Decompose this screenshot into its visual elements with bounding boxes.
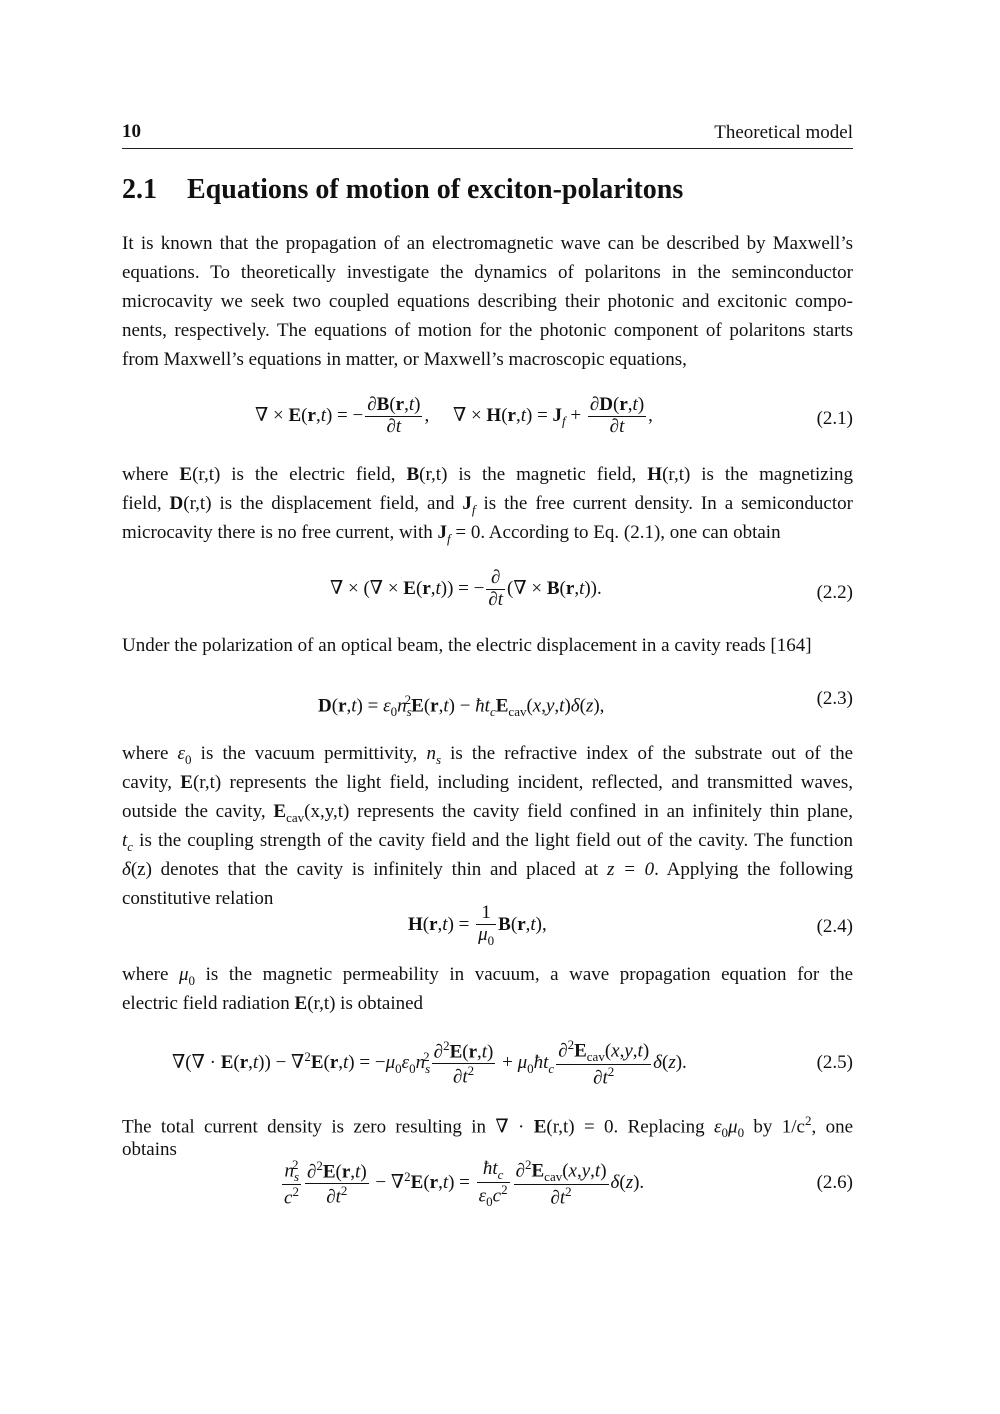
equation-2-5: ∇(∇ · $E(r,t)) - \nabla^2E(r,t) = -\mu_0\varepsilon_0n_s^2$ $\frac{\partial^2E(r,t)}{\partial t^2}$ + $\mu_0ħt_c$ $\frac{\partial^2E_{cav}(x,y,t)}{\partial t^2}$ δ(z). bbox=[172, 1037, 687, 1089]
p1-line-5: from Maxwell’s equations in matter, or Maxwell’s macroscopic equations, bbox=[122, 349, 687, 370]
equation-2-6: $\frac{n_s^2}{c^2}$ $\frac{\partial^2E(r,t)}{\partial t^2}$ − ∇$^2$E(r,t) = $\frac{ħt_c}{\varepsilon_0c^2}$ $\frac{\partial^2E_{cav}(x,y,t)}{\partial t^2}$ δ(z). bbox=[284, 1157, 645, 1209]
equation-number-2-6: (2.6) bbox=[816, 1172, 853, 1193]
equation-number-2-5: (2.5) bbox=[816, 1052, 853, 1073]
section-title: Equations of motion of exciton-polaritons bbox=[187, 174, 684, 205]
p2-line-2: field, D(r,t) is the displacement field, and $J_f$ is the free current density. In a semiconductor bbox=[122, 493, 853, 517]
p4-line-3: outside the cavity, $E_{cav}(x,y,t)$ represents the cavity field confined in an infinitely thin plane, bbox=[122, 801, 853, 825]
p2-line-3: microcavity there is no free current, with $J_f = 0$. According to Eq. (2.1), one can obtain bbox=[122, 522, 781, 546]
p5-line-2: electric field radiation E(r,t) is obtained bbox=[122, 993, 424, 1014]
p1-line-1: It is known that the propagation of an electromagnetic wave can be described by Maxwell’s bbox=[122, 233, 853, 254]
p1-line-4: nents, respectively. The equations of motion for the photonic component of polaritons starts bbox=[122, 320, 853, 341]
p6-line-2: obtains bbox=[122, 1139, 177, 1160]
header-rule bbox=[122, 148, 853, 149]
equation-number-2-4: (2.4) bbox=[816, 916, 853, 937]
p6-line-1: The total current density is zero resulting in ∇ · E(r,t) = 0. Replacing $\varepsilon_0\mu_0$ by $1/c^2$, one bbox=[122, 1113, 853, 1141]
p4-line-5: δ(z) denotes that the cavity is infinitely thin and placed at z = 0. Applying the following bbox=[122, 859, 853, 880]
p4-line-2: cavity, E(r,t) represents the light field, including incident, reflected, and transmitted waves, bbox=[122, 772, 853, 793]
p4-line-6: constitutive relation bbox=[122, 888, 274, 909]
p1-line-2: equations. To theoretically investigate the dynamics of polaritons in the seminconductor bbox=[122, 262, 853, 283]
equation-number-2-1: (2.1) bbox=[816, 408, 853, 429]
running-title: Theoretical model bbox=[714, 122, 853, 143]
equation-2-4: H(r,t) = $\frac{1}{\mu_0}$ B(r,t), bbox=[408, 902, 547, 948]
p4-line-1: where $\varepsilon_0$ is the vacuum permittivity, $n_s$ is the refractive index of the substrate out of the bbox=[122, 743, 854, 767]
equation-2-3: $D(r,t) = \varepsilon_0n_s^2E(r,t)$ − $ħt_cE_{cav}(x,y,t)\delta(z)$, bbox=[318, 692, 605, 720]
section-number: 2.1 bbox=[122, 174, 157, 205]
p2-line-1: where E(r,t) is the electric field, B(r,t) is the magnetic field, H(r,t) is the magnetizing bbox=[122, 464, 853, 485]
p4-line-4: $t_c$ is the coupling strength of the cavity field and the light field out of the cavity. The function bbox=[122, 830, 853, 854]
p3-line-1: Under the polarization of an optical beam, the electric displacement in a cavity reads [164] bbox=[122, 635, 812, 656]
equation-2-2: ∇ × (∇ × E(r,t)) = − $\frac{\partial}{\partial t}$ (∇ × B(r,t)). bbox=[330, 567, 602, 610]
equation-number-2-3: (2.3) bbox=[816, 688, 853, 709]
equation-number-2-2: (2.2) bbox=[816, 582, 853, 603]
p5-line-1: where $\mu_0$ is the magnetic permeability in vacuum, a wave propagation equation for the bbox=[122, 964, 853, 988]
p1-line-3: microcavity we seek two coupled equations describing their photonic and excitonic compo- bbox=[122, 291, 853, 312]
page-number: 10 bbox=[122, 121, 141, 142]
equation-2-1: ∇ × E(r,t) = − $\frac{\partial B(r,t)}{\partial t}$ , ∇ × $H(r,t) = J_f$ + $\frac{\partial D(r,t)}{\partial t}$ , bbox=[255, 394, 653, 437]
section-heading bbox=[122, 174, 683, 206]
